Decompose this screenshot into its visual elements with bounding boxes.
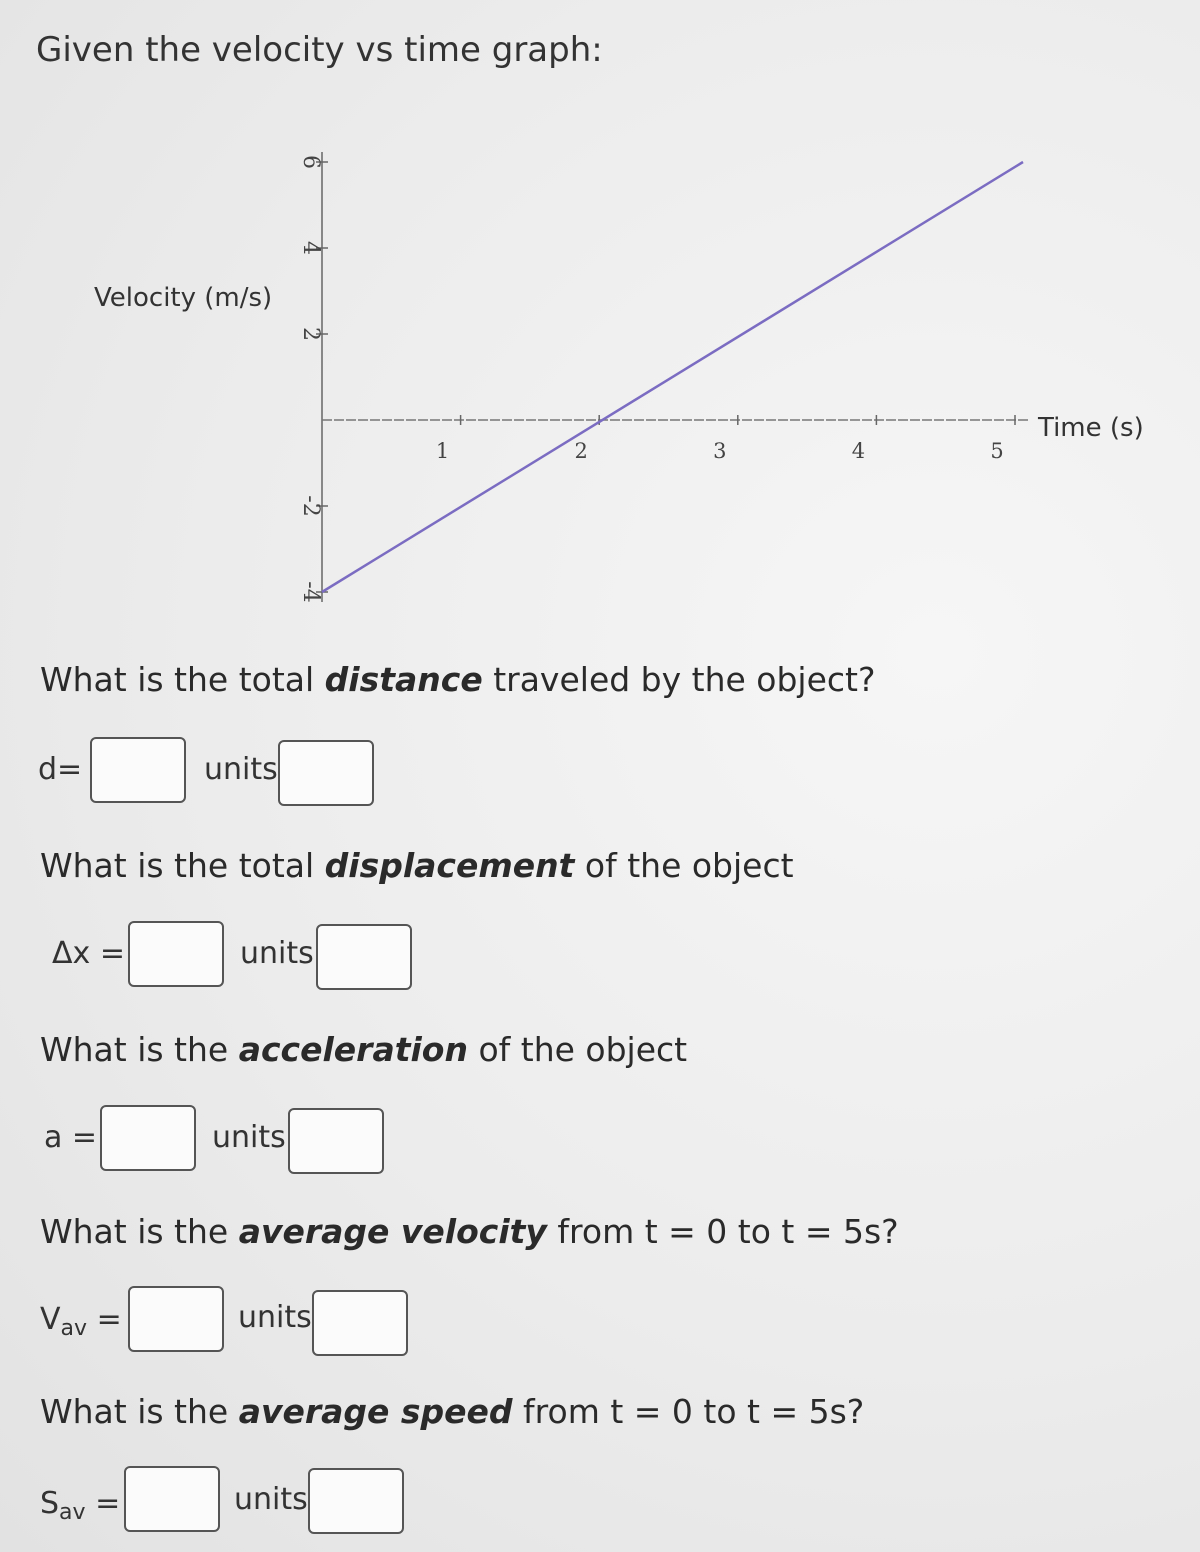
y-tick-label-0: 6 — [298, 155, 323, 169]
acceleration-label: a = — [44, 1120, 98, 1155]
average-speed-label: $S_{av}$ = — [40, 1486, 121, 1525]
average-speed-value-input[interactable] — [124, 1466, 220, 1532]
acceleration-units-label: units — [212, 1120, 286, 1155]
average-velocity-label: $V_{av}$ = — [40, 1302, 122, 1341]
distance-units-label: units — [204, 752, 278, 787]
average-velocity-units-label: units — [238, 1300, 312, 1335]
velocity-time-chart — [0, 0, 1200, 640]
average-velocity-units-input[interactable] — [312, 1290, 408, 1356]
keyword-distance: distance — [324, 660, 483, 699]
displacement-units-input[interactable] — [316, 924, 412, 990]
y-tick-label-1: 4 — [298, 241, 323, 255]
average-speed-units-label: units — [234, 1482, 308, 1517]
average-speed-units-input[interactable] — [308, 1468, 404, 1534]
x-tick-label-4: 5 — [990, 439, 1004, 463]
question-distance: What is the total distance traveled by the object? — [40, 660, 876, 699]
y-tick-label-4: -4 — [298, 581, 323, 603]
x-tick-label-2: 3 — [713, 439, 727, 463]
distance-value-input[interactable] — [90, 737, 186, 803]
displacement-units-label: units — [240, 936, 314, 971]
question-displacement: What is the total displacement of the object — [40, 846, 794, 885]
average-velocity-value-input[interactable] — [128, 1286, 224, 1352]
acceleration-units-input[interactable] — [288, 1108, 384, 1174]
x-tick-label-3: 4 — [851, 439, 866, 463]
displacement-label: Δx = — [52, 936, 125, 971]
distance-units-input[interactable] — [278, 740, 374, 806]
distance-label: d= — [38, 752, 83, 787]
velocity-series-line — [322, 162, 1023, 592]
question-average-velocity: What is the average velocity from t = 0 to t = 5s? — [40, 1212, 899, 1251]
x-tick-label-1: 2 — [574, 439, 588, 463]
keyword-average-velocity: average velocity — [238, 1212, 547, 1251]
keyword-displacement: displacement — [324, 846, 575, 885]
y-axis-label: Velocity (m/s) — [94, 283, 273, 313]
x-tick-label-0: 1 — [435, 439, 450, 463]
displacement-value-input[interactable] — [128, 921, 224, 987]
acceleration-value-input[interactable] — [100, 1105, 196, 1171]
y-tick-label-2: 2 — [298, 327, 323, 341]
keyword-average-speed: average speed — [238, 1392, 513, 1431]
x-axis-label: Time (s) — [1038, 413, 1144, 443]
page-title: Given the velocity vs time graph: — [36, 30, 603, 70]
question-average-speed: What is the average speed from t = 0 to t = 5s? — [40, 1392, 865, 1431]
y-tick-label-3: -2 — [298, 495, 323, 517]
question-acceleration: What is the acceleration of the object — [40, 1030, 688, 1069]
keyword-acceleration: acceleration — [238, 1030, 468, 1069]
